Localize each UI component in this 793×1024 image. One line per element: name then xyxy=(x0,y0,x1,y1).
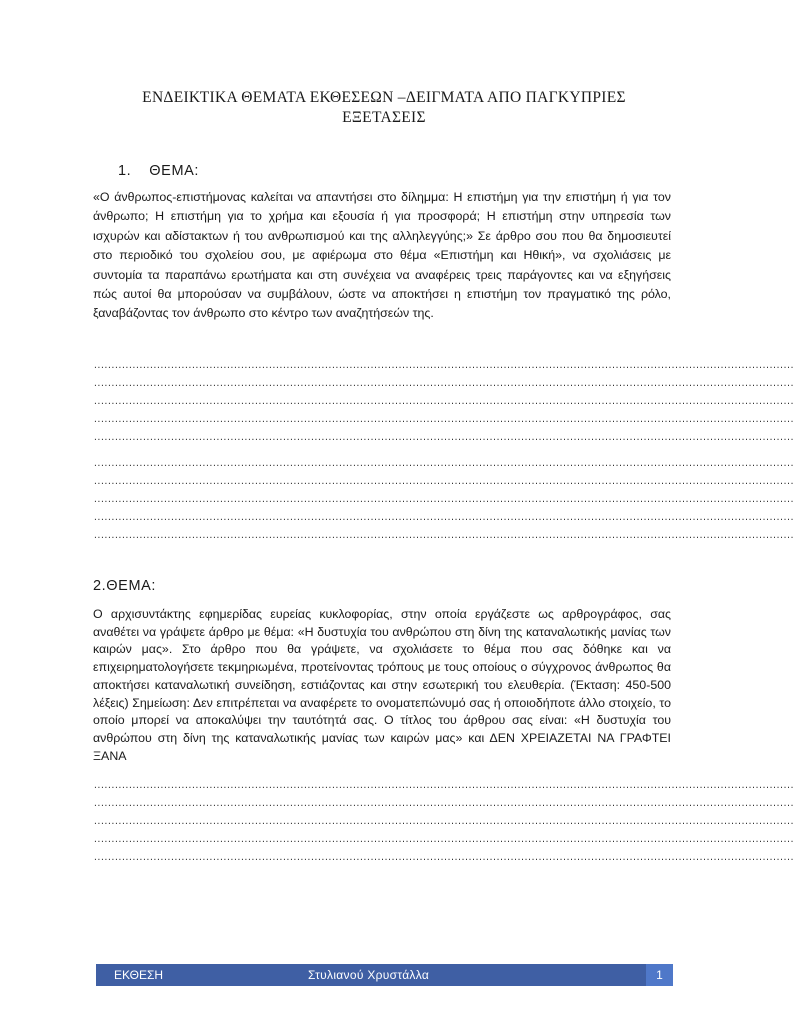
page-number: 1 xyxy=(646,964,673,986)
answer-line: ........................................................................................................................................................................................................ xyxy=(93,416,793,425)
section-1-heading xyxy=(118,163,199,179)
answer-line: ........................................................................................................................................................................................................ xyxy=(93,478,793,487)
footer-subject: ΕΚΘΕΣΗ xyxy=(114,968,164,982)
section-2-text: Ο αρχισυντάκτης εφημερίδας ευρείας κυκλοφορίας, στην οποία εργάζεστε ως αρθρογράφος, σας αναθέτει να γράψετε άρθρο με θέμα: «Η δυστυχία του ανθρώπου στη δίνη της καταναλωτικής μανίας των καιρών μας». Στο άρθρο που θα γράψετε, να σχολιάσετε το θέμα που σας δόθηκε και να επιχειρηματολογήσετε τεκμηριωμένα, προτείνοντας τρόπους με τους οποίους ο σύγχρονος άνθρωπος θα αποκτήσει καταναλωτική συνείδηση, εστιάζοντας και στην εσωτερική του ελευθερία. (Έκταση: 450-500 λέξεις) Σημείωση: Δεν επιτρέπεται να αναφέρετε το ονοματεπώνυμό σας ή οποιοδήποτε άλλο στοιχείο, το οποίο μπορεί να αποκαλύψει την ταυτότητά σας. Ο τίτλος του άρθρου σας είναι: «Η δυστυχία του ανθρώπου στη δίνη της καταναλωτικής μανίας των καιρών μας» και ΔΕΝ ΧΡΕΙΑΖΕΤΑΙ ΝΑ ΓΡΑΦΤΕΙ ΞΑΝΑ xyxy=(93,607,671,763)
section-1-heading-label: ΘΕΜΑ: xyxy=(149,163,200,179)
section-1-text: «Ο άνθρωπος-επιστήμονας καλείται να απαντήσει στο δίλημμα: Η επιστήμη για την επιστήμη ή για τον άνθρωπο; Η επιστήμη για το χρήμα και εξουσία ή για προσφορά; Η επιστήμη στην υπηρεσία των ισχυρών και αδίστακτων ή του ανθρωπισμού και της αλληλεγγύης;» Σε άρθρο σου που θα δημοσιευτεί στο περιοδικό του σχολείου σου, με αφιέρωμα στο θέμα «Επιστήμη και Ηθική», να σχολιάσεις με συντομία τα παραπάνω ερωτήματα και στη συνέχεια να αναφέρεις τρεις παράγοντες και να εξηγήσεις πώς αυτοί θα μπορούσαν να συμβάλουν, ώστε να αποκτήσει η επιστήμη τον πραγματικό της ρόλο, ξαναβάζοντας τον άνθρωπο στο κέντρο των αναζητήσεών της. xyxy=(93,190,671,321)
answer-line: ........................................................................................................................................................................................................ xyxy=(93,818,793,827)
answer-line: ........................................................................................................................................................................................................ xyxy=(93,362,793,371)
answer-line: ........................................................................................................................................................................................................ xyxy=(93,532,793,541)
page-footer xyxy=(96,964,673,986)
document-title: ΕΝΔΕΙΚΤΙΚΑ ΘΕΜΑΤΑ ΕΚΘΕΣΕΩΝ –ΔΕΙΓΜΑΤΑ ΑΠΟ ΠΑΓΚΥΠΡΙΕΣ ΕΞΕΤΑΣΕΙΣ xyxy=(142,89,626,126)
section-2-heading: 2.ΘΕΜΑ: xyxy=(93,578,157,594)
section-1-number: 1. xyxy=(118,163,132,179)
answer-line: ........................................................................................................................................................................................................ xyxy=(93,854,793,863)
answer-line: ........................................................................................................................................................................................................ xyxy=(93,800,793,809)
answer-line: ........................................................................................................................................................................................................ xyxy=(93,460,793,469)
answer-line: ........................................................................................................................................................................................................ xyxy=(93,380,793,389)
footer-author: Στυλιανού Χρυστάλλα xyxy=(308,968,430,982)
answer-line: ........................................................................................................................................................................................................ xyxy=(93,434,793,443)
answer-line: ........................................................................................................................................................................................................ xyxy=(93,836,793,845)
answer-line: ........................................................................................................................................................................................................ xyxy=(93,496,793,505)
answer-line: ........................................................................................................................................................................................................ xyxy=(93,514,793,523)
answer-line: ........................................................................................................................................................................................................ xyxy=(93,782,793,791)
answer-line: ........................................................................................................................................................................................................ xyxy=(93,398,793,407)
